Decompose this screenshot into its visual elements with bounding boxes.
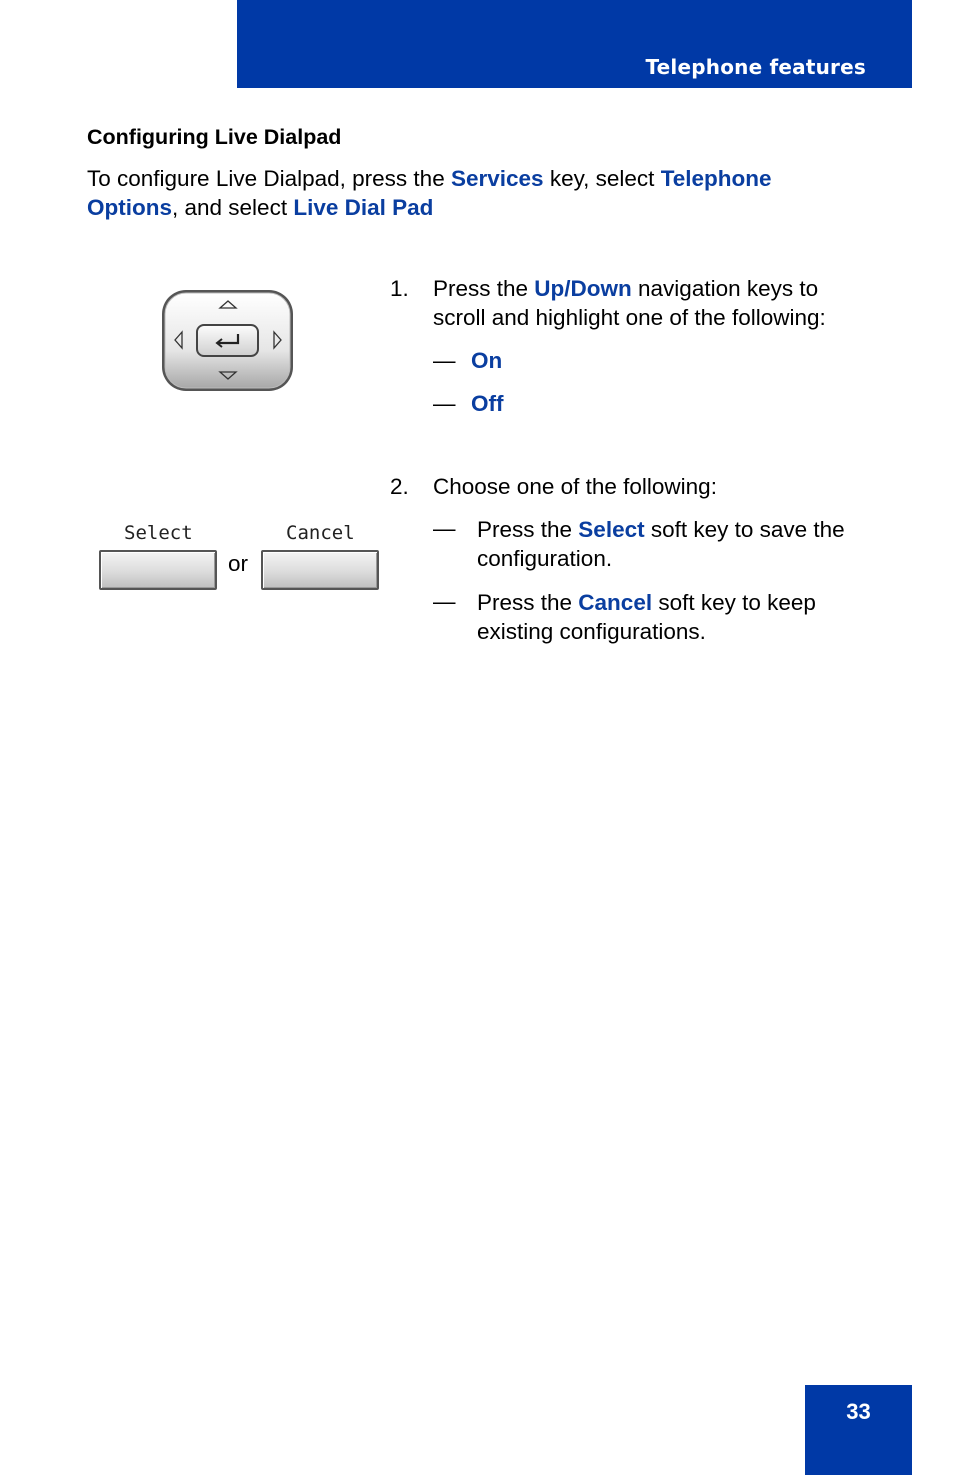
intro-text: , and select (172, 194, 294, 220)
up-down-key-term: Up/Down (534, 276, 632, 301)
cancel-instruction (477, 588, 887, 646)
option-dash: — (433, 348, 456, 373)
select-key-term: Select (578, 517, 645, 542)
step-2-number: 2. (390, 474, 409, 499)
option-dash: — (433, 391, 456, 416)
header-title: Telephone features (645, 55, 866, 79)
services-key-term: Services (450, 166, 544, 191)
intro-text: key, select (543, 166, 661, 191)
cancel-instruction-text: soft key to keep existing configurations. (477, 590, 816, 644)
step-1-text-part: Press the (433, 276, 535, 301)
page-number: 33 (846, 1399, 871, 1424)
option-on: On (471, 348, 503, 373)
sub-dash: — (433, 516, 456, 541)
step-1-text (433, 274, 873, 332)
option-off: Off (471, 391, 504, 416)
select-softkey-illustration (99, 550, 217, 590)
intro-paragraph (87, 165, 867, 222)
telephone-options-term: Telephone Options (87, 166, 772, 220)
live-dial-pad-term: Live Dial Pad (293, 194, 434, 220)
step-1-number: 1. (390, 276, 409, 301)
select-instruction-text: Press the (477, 517, 579, 542)
select-instruction-text: soft key to save the configuration. (477, 517, 845, 571)
navigation-keys-icon (160, 288, 296, 394)
step-1-text-part: navigation keys to scroll and highlight one of the following: (433, 276, 826, 330)
cancel-key-term: Cancel (578, 590, 653, 615)
cancel-softkey-illustration (261, 550, 379, 590)
or-text: or (228, 551, 249, 576)
section-title: Configuring Live Dialpad (87, 125, 342, 149)
step-2-text: Choose one of the following: (433, 474, 717, 499)
cancel-softkey-label: Cancel (286, 522, 355, 544)
select-softkey-label: Select (124, 522, 193, 544)
sub-dash: — (433, 589, 456, 614)
select-instruction (477, 515, 887, 573)
header-bar (237, 0, 912, 88)
cancel-instruction-text: Press the (477, 590, 579, 615)
intro-text: To configure Live Dialpad, press the (87, 166, 451, 191)
page-number-box (805, 1385, 912, 1475)
